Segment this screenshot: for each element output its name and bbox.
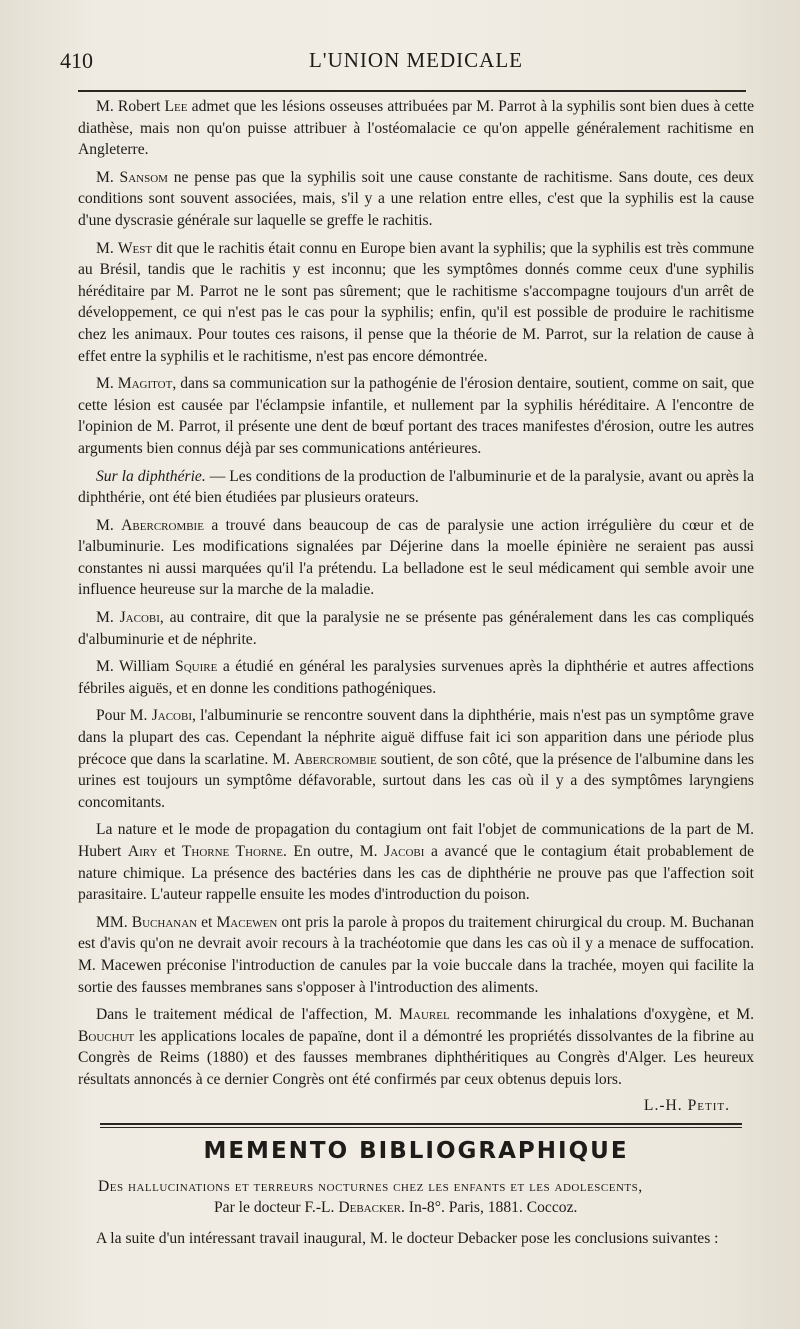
section-title: MEMENTO BIBLIOGRAPHIQUE [203, 1137, 629, 1164]
text-span: soutient, de son côté, que la présence de l'albumine dans les urines est toujours un symptôme défavorable, surtout dans les cas où il y a des symptômes laryngiens concomitants. [78, 750, 754, 811]
text-span: M. [96, 516, 122, 534]
author-name: Maurel [399, 1006, 450, 1024]
author-name: Jacobi [151, 707, 192, 725]
text-span: , l'albuminurie se rencontre souvent dans la diphthérie, mais n'est pas un symptôme grave dans la plupart des cas. Cependant la néphrite aiguë diffuse fait ici son apparition dans une période plus précoce que dans la scarlatine. M. [78, 707, 754, 768]
text-span: ont pris la parole à propos du traitement chirurgical du croup. M. Buchanan est d'avis qu'on ne devrait avoir recours à la trachéotomie que dans les cas où il y a menace de suffocation. M. Macewen préconise l'introduction de canules par la voie buccale dans la trachée, moyen qui facilite la sortie des fausses membranes sans s'opposer à l'introduction des aliments. [78, 913, 754, 996]
paragraph-squire [78, 656, 754, 699]
text-span: a étudié en général les paralysies survenues après la diphthérie et autres affections fébriles aiguës, et en donne les conditions pathogéniques. [78, 658, 754, 697]
text-span: M. William [96, 658, 176, 676]
paragraph-diphtherie [78, 466, 754, 509]
header-rule [78, 90, 746, 92]
author-name: Airy [127, 843, 158, 860]
author-name: Macewen [216, 913, 278, 931]
bibliography-intro: A la suite d'un intéressant travail inaugural, M. le docteur Debacker pose les conclusions suivantes : [96, 1229, 719, 1247]
author-name: Abercrombie [294, 750, 377, 768]
text-span: a trouvé dans beaucoup de cas de paralysie une action irrégulière du cœur et de l'albuminurie. Les modifications signalées par Déjerine dans la moelle épinière ne seraient pas aussi constantes ni aussi marquées qu'il l'a prétendu. La belladone est le seul médicament qui semble avoir une influence heureuse sur la marche de la maladie. [78, 516, 754, 599]
text-span: admet que les lésions osseuses attribuées par M. Parrot à la syphilis sont bien dues à cette diathèse, mais non qu'on puisse attribuer à l'ostéomalacie ce qu'on appelle généralement rachitisme en Angleterre. [78, 98, 754, 159]
author-name: Jacobi [384, 843, 425, 860]
paragraph-magitot [78, 373, 754, 459]
text-span: et [197, 913, 217, 931]
author-name: Jacobi [119, 609, 160, 627]
text-span: MM. [96, 913, 132, 931]
text-span: , au contraire, dit que la paralysie ne se présente pas généralement dans les cas compliqués d'albuminurie et de néphrite. [78, 609, 754, 648]
text-span: a avancé que le contagium était probablement de nature chimique. La présence des bactéries dans les cas de diphthérie ne prouve pas que l'affection soit parasitaire. L'auteur rappelle ensuite les modes d'introduction du poison. [78, 843, 754, 904]
paragraph-jacobi [78, 607, 754, 650]
paragraph-lee [78, 96, 754, 161]
running-title: L'UNION MEDICALE [308, 48, 523, 72]
paragraph-contagium [78, 819, 754, 905]
text-span: Par le docteur F.-L. [214, 1198, 339, 1216]
author-name: Buchanan [131, 913, 198, 931]
author-name: Debacker [338, 1198, 401, 1216]
text-span: , dans sa communication sur la pathogénie de l'érosion dentaire, soutient, comme on sait, que cette lésion est causée par l'éclampsie infantile, et nullement par la syphilis héréditaire. A l'encontre de l'opinion de M. Parrot, il présente une dent de bœuf portant des traces manifestes d'érosion, outre les autres arguments bien connus déjà par ses communications antérieures. [78, 375, 754, 457]
text-span: ne pense pas que la syphilis soit une cause constante de rachitisme. Sans doute, ces deux conditions sont souvent associées, mais, s'il y a une relation entre elles, c'est que la syphilis est la cause d'une dyscrasie générale sur laquelle se greffe le rachitis. [78, 168, 754, 229]
text-span: . In-8°. Paris, 1881. Coccoz. [400, 1198, 578, 1216]
paragraph-west [78, 238, 754, 368]
author-name: Abercrombie [121, 516, 204, 534]
text-span: — Les conditions de la production de l'albuminurie et de la paralysie, avant ou après la diphthérie, ont été bien étudiées par plusieurs orateurs. [78, 467, 754, 507]
section-divider [100, 1123, 742, 1128]
paragraph-croup [78, 912, 754, 998]
text-span: M. [96, 375, 118, 393]
paragraph-traitement [78, 1004, 754, 1090]
author-name: Lee [164, 98, 188, 115]
author-name: Sansom [119, 168, 168, 186]
page-number: 410 [60, 48, 93, 73]
text-span: les applications locales de papaïne, dont il a démontré les propriétés dissolvantes de la fibrine au Congrès de Reims (1880) et des fausses membranes diphthéritiques au Congrès d'Alger. Les heureux résultats annoncés à ce dernier Congrès ont été confirmés par ceux obtenus depuis lors. [78, 1027, 754, 1088]
text-span: et [157, 843, 182, 860]
entry-publication [78, 1197, 754, 1218]
author-name: Squire [175, 658, 218, 676]
article-signature: L.-H. Petit. [643, 1096, 730, 1114]
paragraph-abercrombie [78, 515, 754, 601]
text-span: . En outre, M. [282, 843, 385, 860]
subsection-heading: Sur la diphthérie. [96, 467, 206, 485]
text-span: dit que le rachitis était connu en Europe bien avant la syphilis; que la syphilis est très commune au Brésil, tandis que le rachitis y est inconnu; que les symptômes donnés comme ceux d'une syphilis héréditaire par M. Parrot ne le sont pas sûrement; que le rachitisme s'accompagne toujours d'un arrêt de développement, ce qui n'est pas le cas pour la syphilis; enfin, qu'il est possible de produire le rachitisme chez les animaux. Pour toutes ces raisons, il pense que la théorie de M. Parrot, sur la relation de cause à effet entre la syphilis et le rachitisme, n'est pas encore démontrée. [78, 239, 754, 365]
paragraph-sansom [78, 167, 754, 232]
text-span: M. Robert [96, 98, 165, 115]
page-header [60, 48, 754, 78]
text-span: Dans le traitement médical de l'affection, M. [96, 1006, 400, 1024]
text-span: La nature et le mode de propagation du contagium ont fait l'objet de communications de la part de M. Hubert [78, 821, 754, 860]
text-span: Pour M. [96, 707, 152, 725]
text-span: M. [96, 239, 118, 257]
text-span: M. [96, 168, 120, 186]
author-name: Bouchut [78, 1027, 135, 1045]
paragraph-jacobi-albuminurie [78, 705, 754, 813]
text-span: recommande les inhalations d'oxygène, et M. [449, 1006, 754, 1024]
entry-title: Des hallucinations et terreurs nocturnes chez les enfants et les adolescents, [98, 1177, 643, 1195]
text-span: M. [96, 609, 120, 627]
author-name: Magitot [117, 375, 173, 393]
author-name: Thorne Thorne [181, 843, 283, 860]
author-name: West [117, 239, 153, 257]
bibliography-entry [78, 1176, 754, 1218]
